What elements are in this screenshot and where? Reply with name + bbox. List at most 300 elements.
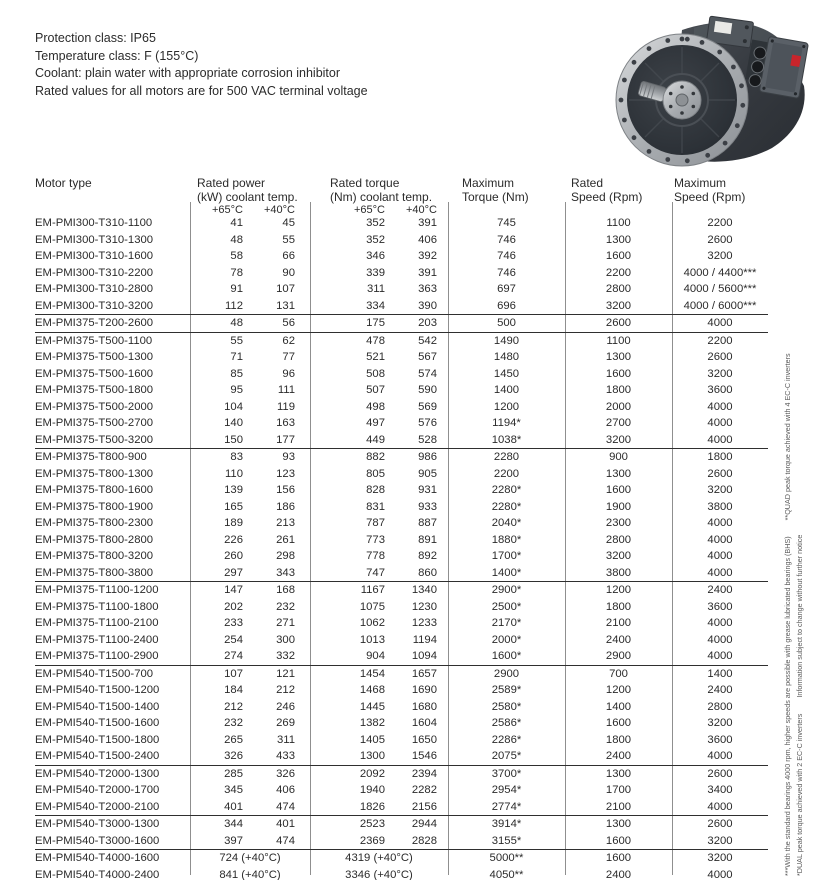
- value-cell: 831: [366, 500, 385, 513]
- value-cell: 904: [366, 650, 385, 662]
- value-cell: 1490: [493, 334, 520, 347]
- value-cell: 55: [230, 334, 243, 347]
- value-cell: 344: [224, 818, 243, 830]
- value-cell: 1600: [605, 367, 632, 380]
- value-cell: 2280*: [491, 484, 522, 496]
- motor-type-cell: EM-PMI375-T800-3800: [35, 566, 154, 579]
- value-cell: 165: [224, 500, 243, 513]
- motor-type-cell: EM-PMI300-T310-2800: [35, 283, 154, 295]
- value-cell: 1300: [605, 351, 632, 363]
- value-cell: 497: [366, 417, 385, 429]
- value-cell: 892: [418, 550, 437, 562]
- motor-type-cell: EM-PMI540-T4000-1600: [35, 852, 160, 864]
- motor-group: [35, 766, 768, 817]
- value-cell: 2944: [411, 818, 437, 830]
- value-cell: 4000: [707, 633, 733, 646]
- value-cell: 3346 (+40°C): [345, 868, 413, 880]
- value-cell: 474: [276, 834, 295, 847]
- value-cell: 261: [276, 533, 295, 546]
- table-row: [35, 615, 768, 632]
- spec-line-protection: Protection class: IP65: [35, 31, 156, 45]
- value-cell: 433: [276, 750, 295, 762]
- value-cell: 2600: [707, 351, 733, 363]
- table-row: [35, 449, 768, 466]
- value-cell: 2500*: [491, 600, 522, 613]
- table-row: [35, 565, 768, 582]
- value-cell: 2600: [707, 467, 733, 480]
- value-cell: 175: [366, 317, 385, 329]
- value-cell: 1680: [411, 700, 437, 713]
- value-cell: 1600: [605, 834, 632, 847]
- value-cell: 4000: [707, 400, 733, 413]
- value-cell: 887: [418, 517, 437, 529]
- value-cell: 2092: [359, 767, 385, 780]
- value-cell: 391: [418, 266, 437, 279]
- value-cell: 2600: [707, 767, 733, 780]
- value-cell: 1300: [605, 233, 632, 246]
- value-cell: 397: [224, 834, 243, 847]
- motor-type-cell: EM-PMI375-T1100-1800: [35, 600, 159, 613]
- value-cell: 300: [276, 633, 295, 646]
- value-cell: 1450: [493, 367, 520, 380]
- value-cell: 112: [224, 299, 243, 312]
- value-cell: 5000**: [489, 852, 524, 864]
- value-cell: 121: [276, 667, 295, 680]
- value-cell: 1038*: [491, 433, 522, 446]
- value-cell: 4000: [707, 617, 733, 629]
- value-cell: 986: [418, 451, 437, 463]
- value-cell: 2700: [605, 417, 632, 429]
- table-row: [35, 715, 768, 732]
- value-cell: 1200: [605, 584, 632, 596]
- motor-type-cell: EM-PMI300-T310-1600: [35, 250, 154, 262]
- motor-type-cell: EM-PMI300-T310-1300: [35, 233, 154, 246]
- value-cell: 4000 / 5600***: [683, 283, 757, 295]
- value-cell: 177: [276, 433, 295, 446]
- value-cell: 212: [224, 700, 243, 713]
- motor-group: [35, 315, 768, 333]
- value-cell: 3200: [605, 299, 632, 312]
- table-row: [35, 799, 768, 816]
- value-cell: 2900: [605, 650, 632, 662]
- value-cell: 401: [276, 818, 295, 830]
- value-cell: 2280: [493, 451, 520, 463]
- value-cell: 1800: [605, 600, 632, 613]
- motor-type-cell: EM-PMI540-T2000-2100: [35, 800, 160, 813]
- table-row: [35, 833, 768, 850]
- value-cell: 576: [418, 417, 437, 429]
- col-header-rated-power-sub: (kW) coolant temp.: [197, 190, 298, 204]
- value-cell: 4000: [707, 750, 733, 762]
- value-cell: 58: [230, 250, 243, 262]
- value-cell: 1480: [493, 351, 520, 363]
- motor-type-cell: EM-PMI375-T200-2600: [35, 317, 154, 329]
- value-cell: 746: [497, 250, 516, 262]
- value-cell: 2954*: [491, 784, 522, 796]
- table-row: [35, 399, 768, 416]
- value-cell: 352: [366, 217, 385, 229]
- motor-group: [35, 582, 768, 666]
- value-cell: 3200: [707, 834, 733, 847]
- spec-summary: [35, 30, 368, 100]
- value-cell: 1230: [411, 600, 437, 613]
- value-cell: 1600*: [491, 650, 522, 662]
- value-cell: 882: [366, 451, 385, 463]
- value-cell: 1600: [605, 852, 632, 864]
- footnote-column-inner: [794, 251, 805, 876]
- value-cell: 1700: [605, 784, 632, 796]
- value-cell: 1400: [605, 700, 632, 713]
- value-cell: 4000: [707, 550, 733, 562]
- value-cell: 392: [418, 250, 437, 262]
- value-cell: 1382: [359, 717, 385, 729]
- value-cell: 1650: [411, 733, 437, 746]
- motor-type-cell: EM-PMI300-T310-2200: [35, 266, 154, 279]
- motor-type-cell: EM-PMI375-T1100-2100: [35, 617, 159, 629]
- table-row: [35, 766, 768, 783]
- value-cell: 226: [224, 533, 243, 546]
- value-cell: 326: [276, 767, 295, 780]
- value-cell: 1604: [411, 717, 437, 729]
- table-row: [35, 215, 768, 232]
- value-cell: 71: [230, 351, 243, 363]
- value-cell: 107: [276, 283, 295, 295]
- value-cell: 2100: [605, 617, 632, 629]
- value-cell: 2200: [707, 334, 733, 347]
- table-row: [35, 466, 768, 483]
- value-cell: 4000: [707, 800, 733, 813]
- value-cell: 2156: [411, 800, 437, 813]
- value-cell: 1300: [605, 818, 632, 830]
- value-cell: 828: [366, 484, 385, 496]
- value-cell: 406: [418, 233, 437, 246]
- value-cell: 123: [276, 467, 295, 480]
- value-cell: 931: [418, 484, 437, 496]
- table-row: [35, 816, 768, 833]
- value-cell: 352: [366, 233, 385, 246]
- value-cell: 156: [276, 484, 295, 496]
- value-cell: 3800: [605, 566, 632, 579]
- table-row: [35, 298, 768, 315]
- table-row: [35, 532, 768, 549]
- value-cell: 260: [224, 550, 243, 562]
- value-cell: 1940: [359, 784, 385, 796]
- value-cell: 3200: [707, 484, 733, 496]
- value-cell: 334: [366, 299, 385, 312]
- motor-type-cell: EM-PMI375-T800-1900: [35, 500, 154, 513]
- value-cell: 2900: [493, 667, 520, 680]
- value-cell: 2523: [359, 818, 385, 830]
- value-cell: 66: [282, 250, 295, 262]
- motor-type-cell: EM-PMI375-T1100-2900: [35, 650, 159, 662]
- value-cell: 1400: [707, 667, 733, 680]
- value-cell: 900: [609, 451, 628, 463]
- value-cell: 3800: [707, 500, 733, 513]
- table-row: [35, 248, 768, 265]
- value-cell: 3600: [707, 600, 733, 613]
- value-cell: 184: [224, 684, 243, 696]
- value-cell: 3700*: [491, 767, 522, 780]
- value-cell: 2280*: [491, 500, 522, 513]
- value-cell: 2369: [359, 834, 385, 847]
- value-cell: 1800: [605, 733, 632, 746]
- value-cell: 140: [224, 417, 243, 429]
- value-cell: 1300: [605, 767, 632, 780]
- value-cell: 246: [276, 700, 295, 713]
- value-cell: 449: [366, 433, 385, 446]
- value-cell: 2200: [605, 266, 632, 279]
- value-cell: 2000*: [491, 633, 522, 646]
- brand-label: [790, 55, 801, 67]
- motor-type-cell: EM-PMI540-T2000-1700: [35, 784, 160, 796]
- value-cell: 747: [366, 566, 385, 579]
- value-cell: 2589*: [491, 684, 522, 696]
- motor-type-cell: EM-PMI375-T500-2000: [35, 400, 154, 413]
- value-cell: 700: [609, 667, 628, 680]
- value-cell: 4000: [707, 433, 733, 446]
- value-cell: 1468: [359, 684, 385, 696]
- table-row: [35, 599, 768, 616]
- value-cell: 2600: [605, 317, 632, 329]
- motor-type-cell: EM-PMI540-T3000-1600: [35, 834, 160, 847]
- motor-type-cell: EM-PMI375-T800-2300: [35, 517, 154, 529]
- value-cell: 474: [276, 800, 295, 813]
- value-cell: 1546: [411, 750, 437, 762]
- table-row: [35, 281, 768, 298]
- value-cell: 3600: [707, 384, 733, 396]
- value-cell: 189: [224, 517, 243, 529]
- value-cell: 41: [230, 217, 243, 229]
- value-cell: 3600: [707, 733, 733, 746]
- col-header-max-speed-1: Maximum: [674, 176, 727, 190]
- value-cell: 4319 (+40°C): [345, 852, 413, 864]
- col-header-motor-type: Motor type: [35, 176, 92, 190]
- motor-type-cell: EM-PMI300-T310-3200: [35, 299, 154, 312]
- value-cell: 2000: [605, 400, 632, 413]
- value-cell: 2800: [605, 283, 632, 295]
- table-row: [35, 415, 768, 432]
- value-cell: 805: [366, 467, 385, 480]
- value-cell: 1600: [605, 484, 632, 496]
- col-header-torque-40: +40°C: [405, 204, 437, 216]
- value-cell: 93: [282, 451, 295, 463]
- value-cell: 2200: [707, 217, 733, 229]
- value-cell: 345: [224, 784, 243, 796]
- value-cell: 528: [418, 433, 437, 446]
- value-cell: 507: [366, 384, 385, 396]
- value-cell: 841 (+40°C): [219, 868, 281, 880]
- value-cell: 4050**: [489, 868, 524, 880]
- value-cell: 1100: [606, 217, 631, 229]
- value-cell: 56: [282, 317, 295, 329]
- value-cell: 202: [224, 600, 243, 613]
- value-cell: 745: [497, 217, 516, 229]
- value-cell: 48: [230, 233, 243, 246]
- value-cell: 406: [276, 784, 295, 796]
- table-row: [35, 782, 768, 799]
- value-cell: 905: [418, 467, 437, 480]
- motor-group: [35, 215, 768, 315]
- value-cell: 104: [224, 400, 243, 413]
- value-cell: 232: [224, 717, 243, 729]
- value-cell: 186: [276, 500, 295, 513]
- motor-type-cell: EM-PMI540-T4000-2400: [35, 868, 160, 880]
- col-header-rated-torque-sub: (Nm) coolant temp.: [330, 190, 433, 204]
- value-cell: 574: [418, 367, 437, 380]
- value-cell: 891: [418, 533, 437, 546]
- value-cell: 4000: [707, 868, 733, 880]
- value-cell: 4000: [707, 533, 733, 546]
- value-cell: 746: [497, 233, 516, 246]
- value-cell: 498: [366, 400, 385, 413]
- value-cell: 4000 / 6000***: [683, 299, 757, 312]
- value-cell: 3200: [707, 250, 733, 262]
- motor-type-cell: EM-PMI300-T310-1100: [35, 217, 153, 229]
- motor-type-cell: EM-PMI375-T800-2800: [35, 533, 154, 546]
- value-cell: 110: [224, 467, 243, 480]
- value-cell: 2800: [605, 533, 632, 546]
- value-cell: 269: [276, 717, 295, 729]
- motor-type-cell: EM-PMI375-T500-1600: [35, 367, 154, 380]
- value-cell: 2400: [707, 684, 733, 696]
- value-cell: 1405: [359, 733, 385, 746]
- table-groups: [35, 215, 768, 880]
- value-cell: 390: [418, 299, 437, 312]
- value-cell: 343: [276, 566, 295, 579]
- motor-group: [35, 666, 768, 766]
- motor-group: [35, 850, 768, 880]
- value-cell: 787: [366, 517, 385, 529]
- value-cell: 111: [277, 384, 295, 396]
- value-cell: 91: [230, 283, 243, 295]
- motor-type-cell: EM-PMI375-T500-2700: [35, 417, 154, 429]
- value-cell: 78: [230, 266, 243, 279]
- value-cell: 746: [497, 266, 516, 279]
- value-cell: 2600: [707, 818, 733, 830]
- value-cell: 83: [230, 451, 243, 463]
- value-cell: 2400: [605, 868, 632, 880]
- value-cell: 2394: [411, 767, 437, 780]
- value-cell: 4000: [707, 417, 733, 429]
- value-cell: 3200: [605, 433, 632, 446]
- value-cell: 1200: [605, 684, 632, 696]
- value-cell: 1194: [412, 633, 437, 646]
- value-cell: 3400: [707, 784, 733, 796]
- value-cell: 1880*: [491, 533, 522, 546]
- table-row: [35, 850, 768, 867]
- value-cell: 326: [224, 750, 243, 762]
- motor-type-cell: EM-PMI375-T1100-1200: [35, 584, 159, 596]
- col-header-power-40: +40°C: [263, 204, 295, 216]
- value-cell: 1445: [359, 700, 385, 713]
- value-cell: 168: [276, 584, 295, 596]
- value-cell: 933: [418, 500, 437, 513]
- value-cell: 2600: [707, 233, 733, 246]
- value-cell: 2286*: [491, 733, 522, 746]
- value-cell: 696: [497, 299, 516, 312]
- value-cell: 1800: [605, 384, 632, 396]
- value-cell: 2075*: [491, 750, 522, 762]
- table-row: [35, 499, 768, 516]
- value-cell: 285: [224, 767, 243, 780]
- spec-line-rated-values: Rated values for all motors are for 500 VAC terminal voltage: [35, 83, 368, 98]
- value-cell: 2300: [605, 517, 632, 529]
- value-cell: 48: [230, 317, 243, 329]
- motor-product-image: [602, 10, 814, 168]
- value-cell: 778: [366, 550, 385, 562]
- value-cell: 3200: [707, 852, 733, 864]
- value-cell: 1600: [605, 250, 632, 262]
- value-cell: 311: [276, 733, 295, 746]
- front-flange: [616, 34, 748, 166]
- value-cell: 4000: [707, 317, 733, 329]
- value-cell: 1200: [493, 400, 520, 413]
- value-cell: 1700*: [491, 550, 522, 562]
- table-row: [35, 699, 768, 716]
- table-row: [35, 748, 768, 765]
- value-cell: 1100: [606, 334, 631, 347]
- value-cell: 212: [276, 684, 295, 696]
- value-cell: 150: [224, 433, 243, 446]
- value-cell: 55: [282, 233, 295, 246]
- value-cell: 1167: [360, 584, 385, 596]
- motor-type-cell: EM-PMI540-T1500-2400: [35, 750, 160, 762]
- col-header-max-speed-2: Speed (Rpm): [674, 190, 746, 204]
- value-cell: 4000 / 4400***: [683, 266, 757, 279]
- value-cell: 139: [224, 484, 243, 496]
- table-row: [35, 682, 768, 699]
- value-cell: 1340: [411, 584, 437, 596]
- value-cell: 1900: [605, 500, 632, 513]
- value-cell: 2580*: [491, 700, 522, 713]
- motor-type-cell: EM-PMI375-T500-1300: [35, 351, 154, 363]
- value-cell: 62: [282, 334, 295, 347]
- value-cell: 500: [497, 317, 516, 329]
- value-cell: 233: [224, 617, 243, 629]
- value-cell: 90: [282, 266, 295, 279]
- spec-line-temperature: Temperature class: F (155°C): [35, 48, 199, 63]
- table-row: [35, 333, 768, 350]
- value-cell: 2100: [605, 800, 632, 813]
- col-header-power-65: +65°C: [211, 204, 243, 216]
- value-cell: 1454: [359, 667, 385, 680]
- value-cell: 860: [418, 566, 437, 579]
- value-cell: 1400: [493, 384, 520, 396]
- value-cell: 3155*: [491, 834, 522, 847]
- value-cell: 4000: [707, 650, 733, 662]
- value-cell: 2040*: [491, 517, 522, 529]
- value-cell: 254: [224, 633, 243, 646]
- table-row: [35, 548, 768, 565]
- value-cell: 232: [276, 600, 295, 613]
- footnote-dual-torque: *DUAL peak torque achieved with 2 EC-C inverters: [795, 713, 804, 876]
- motor-type-cell: EM-PMI540-T1500-1200: [35, 684, 160, 696]
- value-cell: 1013: [359, 633, 385, 646]
- value-cell: 567: [418, 351, 437, 363]
- value-cell: 107: [224, 667, 243, 680]
- value-cell: 2586*: [491, 717, 522, 729]
- motor-type-cell: EM-PMI375-T500-1100: [35, 334, 153, 347]
- value-cell: 271: [276, 617, 295, 629]
- value-cell: 265: [224, 733, 243, 746]
- motor-group: [35, 333, 768, 450]
- col-header-rated-speed-1: Rated: [571, 176, 604, 190]
- value-cell: 131: [276, 299, 295, 312]
- table-row: [35, 315, 768, 332]
- value-cell: 2400: [605, 633, 632, 646]
- value-cell: 119: [276, 400, 295, 413]
- table-row: [35, 867, 768, 880]
